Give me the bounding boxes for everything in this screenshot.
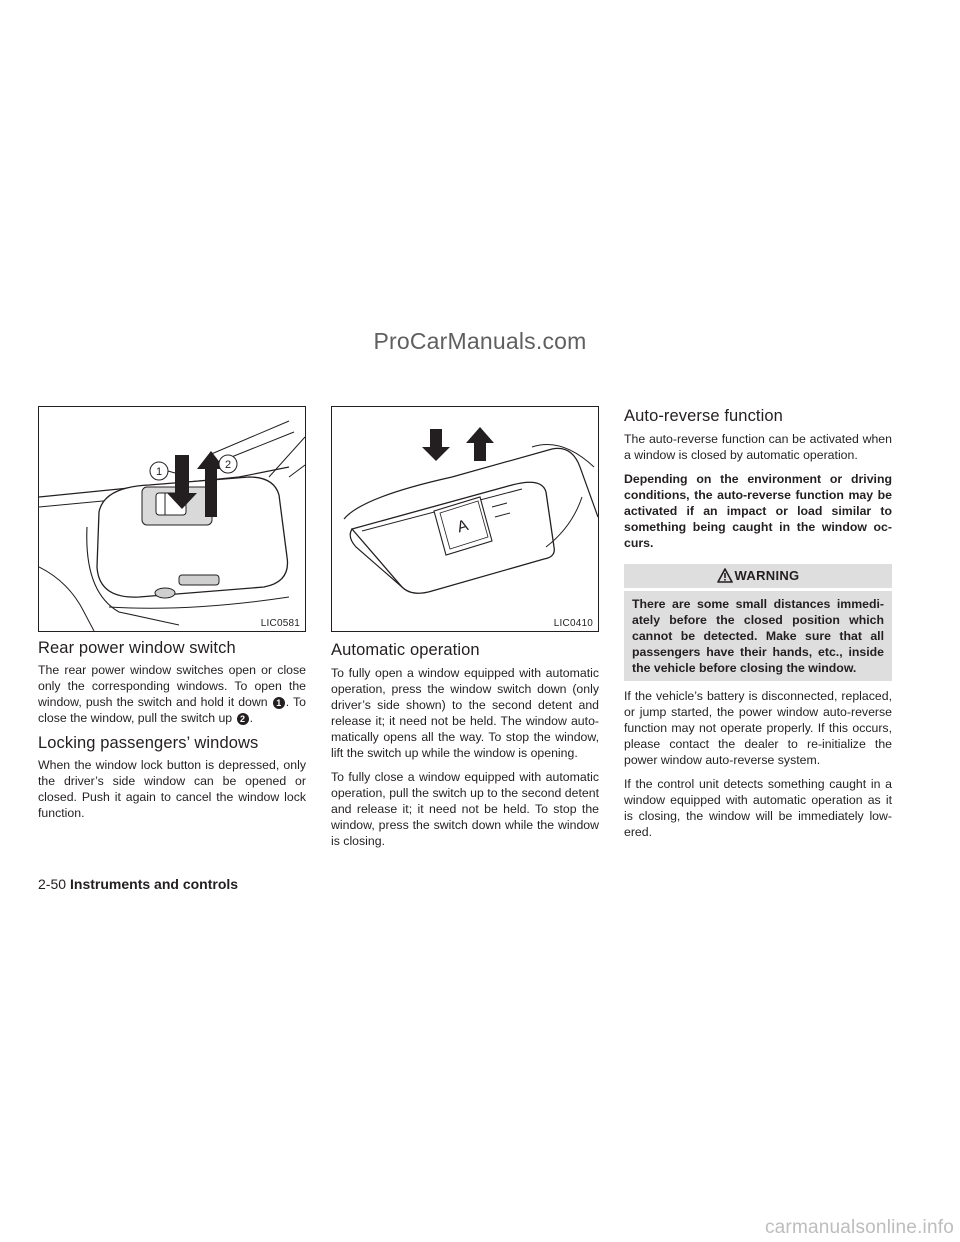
marker-2: 2 — [237, 713, 249, 725]
figure-automatic-switch — [331, 406, 599, 632]
warning-header — [624, 564, 892, 588]
heading-rear-power-window-switch: Rear power window switch — [38, 639, 236, 657]
marker-1: 1 — [273, 697, 285, 709]
page-number: 2-50 — [38, 876, 67, 892]
heading-automatic-operation: Automatic operation — [331, 641, 480, 659]
figure-code: LIC0581 — [260, 618, 300, 629]
paragraph-auto-reverse-intro: The auto-reverse function can be activated when a window is closed by automatic operation. — [624, 432, 892, 462]
watermark-bottom: carmanualsonline.info — [764, 1217, 954, 1238]
paragraph-auto-reverse-conditions: Depending on the environment or driving conditions, the auto-reverse function may be activated if an impact or load similar to something being caught in the window oc-curs. — [624, 472, 892, 550]
paragraph-auto-close: To fully close a window equipped with automatic operation, pull the switch up to the second detent and release it; it need not be held. To stop the window, press the switch down while the window is closing. — [331, 770, 599, 848]
watermark-top: ProCarManuals.com — [373, 328, 587, 354]
column-middle — [331, 406, 599, 849]
paragraph-auto-open: To fully open a window equipped with automatic operation, press the window switch down (only driver’s side shown) to the second detent and release it; it need not be held. The window auto-matically opens all the way. To stop the window, lift the switch up while the window is opening. — [331, 666, 599, 760]
paragraph-battery-reset: If the vehicle’s battery is disconnected, replaced, or jump started, the power window auto-reverse function may not operate properly. If this occurs, please contact the dealer to re-initialize the power window auto-reverse system. — [624, 689, 892, 767]
paragraph-control-unit: If the control unit detects something caught in a window equipped with automatic operation as it is closing, the window will be immediately low-ered. — [624, 777, 892, 839]
callout-2-label: 2 — [224, 459, 232, 471]
switch-letter: A — [455, 517, 471, 537]
callout-1-label: 1 — [155, 466, 163, 478]
figure-rear-switch — [38, 406, 306, 632]
column-right — [624, 406, 892, 840]
automatic-switch-illustration — [332, 407, 598, 631]
warning-label: WARNING — [734, 568, 800, 583]
figure-code: LIC0410 — [553, 618, 593, 629]
heading-locking-passengers-windows: Locking passengers’ windows — [38, 734, 259, 752]
paragraph-rear-switch: The rear power window switches open or close only the corresponding windows. To open the window, push the switch and hold it down 1 . To close the window, pull the switch up 2 . — [38, 663, 306, 725]
column-left — [38, 406, 306, 821]
paragraph-window-lock: When the window lock button is depressed, only the driver’s side window can be opened or closed. Push it again to cancel the window lock function. — [38, 758, 306, 820]
heading-auto-reverse-function: Auto-reverse function — [624, 407, 783, 425]
warning-icon — [717, 568, 733, 583]
rear-switch-illustration — [39, 407, 305, 631]
warning-text: There are some small distances immedi-ately before the closed position which cannot be detected. Make sure that all passengers have their hands, etc., inside the vehicle before closing the window. — [624, 591, 892, 681]
page-footer — [38, 876, 238, 892]
section-title: Instruments and controls — [70, 876, 239, 892]
